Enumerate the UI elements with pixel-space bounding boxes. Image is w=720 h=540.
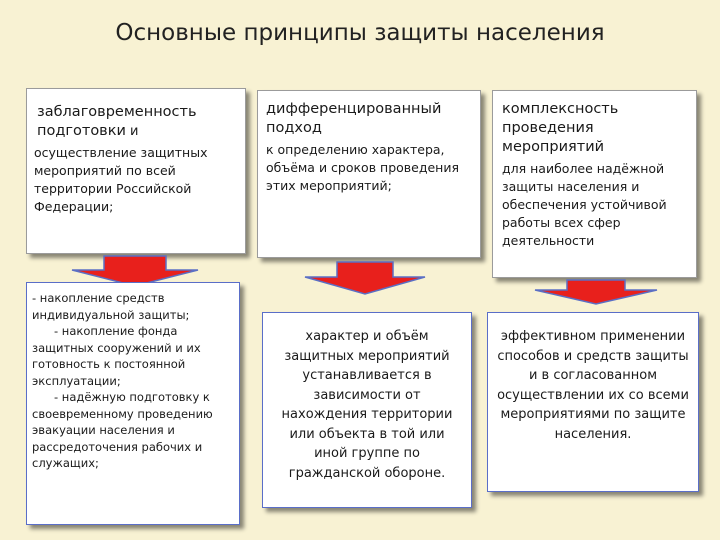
principle-box-advance [26, 88, 246, 254]
list-item: - надёжную подготовку к своевременному проведению эвакуации населения и рассредоточения рабочих и служащих; [32, 390, 213, 470]
detail-box-complex [487, 312, 699, 492]
principle-heading: дифференцированный подход [266, 101, 442, 136]
principle-box-complex [492, 90, 697, 278]
principle-description: к определению характера, объёма и сроков проведения этих мероприятий; [266, 142, 459, 193]
principle-description: осуществление защитных мероприятий по всей территории Российской Федерации; [34, 145, 208, 214]
list-item: - накопление фонда защитных сооружений и их готовность к постоянной эксплуатации; [32, 324, 201, 388]
detail-box-differentiated [262, 312, 472, 508]
principle-box-differentiated [257, 90, 481, 258]
principle-heading-suffix: и [125, 124, 139, 139]
list-item: - накопление средств индивидуальной защиты; [32, 291, 190, 322]
principle-description: для наиболее надёжной защиты населения и обеспечения устойчивой работы всех сфер деятельности [502, 161, 667, 248]
detail-text: характер и объём защитных мероприятий устанавливается в зависимости от нахождения территории или объекта в той или иной группе по гражданской обороне. [281, 329, 453, 481]
principle-heading: комплексность проведения мероприятий [502, 101, 619, 155]
down-arrow-icon [535, 280, 657, 304]
detail-box-advance [26, 282, 240, 525]
principle-heading: заблаговременность подготовки [37, 104, 197, 139]
detail-text: эффективном применении способов и средств защиты и в согласованном осуществлении их со всеми мероприятиями по защите населения. [497, 329, 689, 442]
page-title: Основные принципы защиты населения [115, 20, 605, 46]
down-arrow-icon [305, 262, 425, 294]
